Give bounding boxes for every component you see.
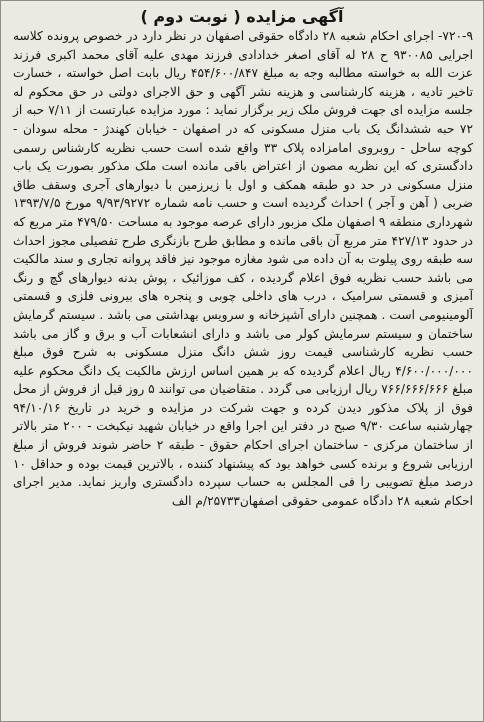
notice-body	[13, 27, 473, 510]
notice-title: آگهی مزایده ( نوبت دوم )	[140, 7, 344, 26]
notice-paragraph: ۷۲۰-۹- اجرای احکام شعبه ۲۸ دادگاه حقوقی اصفهان در نظر دارد در خصوص پرونده کلاسه اجرایی ۹۳۰۰۸۵ ح ۲۸ له آقای اصغر خدادادی فرزند مهدی علیه آقای محمد اکبری فرزند عزت الله به خواسته مطالبه وجه به مبلغ ۴۵۴/۶۰۰/۸۴۷ ریال بابت اصل خواسته ، خسارت تاخیر تادیه ، هزینه کارشناسی و هزینه نشر آگهی و حق الاجرای دولتی در حق محکوم له جلسه مزایده ای جهت فروش ملک زیر برگزار نماید : مورد مزایده عبارتست از ۷/۱۱ حبه از ۷۲ حبه ششدانگ یک باب منزل مسکونی که در اصفهان - خیابان کهندژ - محله سودان - کوچه ساحل - روبروی امامزاده پلاک ۳۳ واقع شده است حسب نظریه کارشناس رسمی دادگستری که این نظریه مصون از اعتراض باقی مانده است ملک مذکور بصورت یک باب منزل مسکونی در حد دو طبقه همکف و اول با زیرزمین با دیوارهای آجری وسقف طاق ضربی ( آهن و آجر ) احداث گردیده است و حسب نامه شماره ۹/۹۳/۹۲۷۲ مورخ ۱۳۹۳/۷/۵ شهرداری منطقه ۹ اصفهان ملک مزبور دارای عرصه موجود به مساحت ۴۷۹/۵۰ متر مربع که در حدود ۴۲۷/۱۳ متر مربع آن باقی مانده و مطابق طرح بازنگری طرح تفصیلی مجوز احداث سه طبقه روی پیلوت به آن داده می شود مغازه موجود نیز فاقد پروانه تجاری و سند مالکیت می باشد حسب نظریه فوق اعلام گردیده ، کف موزائیک ، پوش بدنه دیوارهای گچ و رنگ آمیزی و قسمتی سرامیک ، درب های داخلی چوبی و پنجره های بیرونی فلزی و قسمتی آلومینیومی است . همچنین دارای آشپزخانه و سرویس بهداشتی می باشد . سیستم گرمایش ساختمان و سیستم سرمایش کولر می باشد و دارای انشعابات آب و برق و گاز می باشد حسب نظریه کارشناسی قیمت روز شش دانگ منزل مسکونی به شرح فوق مبلغ ۴/۶۰۰/۰۰۰/۰۰۰ ریال اعلام گردیده که بر همین اساس ارزش مالکیت یک دانگ محکوم علیه مبلغ ۷۶۶/۶۶۶/۶۶۶ ریال ارزیابی می گردد . متقاضیان می توانند ۵ روز قبل از فروش از محل فوق از پلاک مذکور دیدن کرده و جهت شرکت در مزایده و خرید در تاریخ ۹۴/۱۰/۱۶ چهارشنبه ساعت ۹/۳۰ صبح در دفتر این اجرا واقع در خیابان شهید نیکبخت - ۲۰۰ متر بالاتر از ساختمان مرکزی - ساختمان اجرای احکام حقوق - طبقه ۲ حاضر شوند فروش از مبلغ ارزیابی شروع و برنده کسی خواهد بود که پیشنهاد کننده ، بالاترین قیمت بوده و حداقل ۱۰ درصد مبلغ تصویبی را فی المجلس به حساب سپرده دادگستری واریز نماید. مدیر اجرای احکام شعبه ۲۸ دادگاه عمومی حقوقی اصفهان۲۵۷۳۳/م الف	[13, 29, 474, 508]
